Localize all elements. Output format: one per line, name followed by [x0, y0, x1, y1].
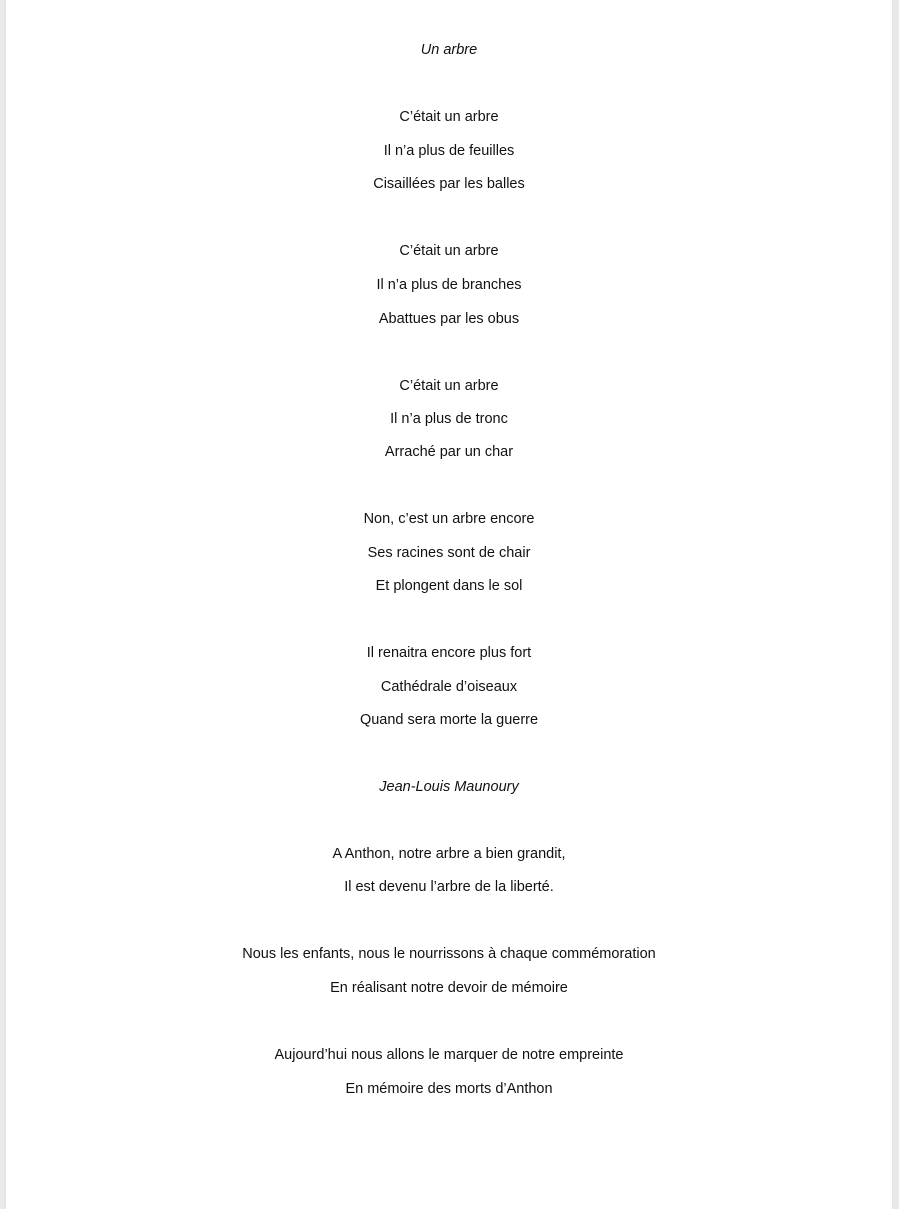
addendum-1-line-1: A Anthon, notre arbre a bien grandit, [332, 846, 566, 862]
stanza-4-line-3: Et plongent dans le sol [375, 578, 523, 594]
stanza-2-line-2: Il n’a plus de branches [376, 277, 522, 293]
stanza-5-line-3: Quand sera morte la guerre [359, 712, 539, 728]
stanza-4-line-1: Non, c’est un arbre encore [363, 511, 535, 527]
stanza-3-line-1: C’était un arbre [399, 378, 499, 394]
stanza-5-line-2: Cathédrale d’oiseaux [380, 679, 518, 695]
stanza-2-line-3: Abattues par les obus [378, 311, 520, 327]
stanza-3-line-3: Arraché par un char [384, 444, 514, 460]
poem-author: Jean-Louis Maunoury [379, 779, 519, 795]
stanza-1-line-2: Il n’a plus de feuilles [383, 143, 515, 159]
addendum-2-line-2: En réalisant notre devoir de mémoire [330, 980, 568, 996]
stanza-1-line-3: Cisaillées par les balles [373, 176, 525, 192]
stanza-2-line-1: C’était un arbre [399, 243, 499, 259]
stanza-4-line-2: Ses racines sont de chair [367, 545, 531, 561]
poem-title: Un arbre [420, 42, 478, 58]
addendum-3-line-1: Aujourd’hui nous allons le marquer de notre empreinte [274, 1047, 624, 1063]
addendum-1-line-2: Il est devenu l’arbre de la liberté. [344, 879, 554, 895]
stanza-5-line-1: Il renaitra encore plus fort [366, 645, 532, 661]
document-page [6, 0, 892, 1209]
addendum-3-line-2: En mémoire des morts d’Anthon [345, 1081, 553, 1097]
stanza-1-line-1: C’était un arbre [399, 109, 499, 125]
stanza-3-line-2: Il n’a plus de tronc [390, 411, 508, 427]
addendum-2-line-1: Nous les enfants, nous le nourrissons à chaque commémoration [242, 946, 656, 962]
